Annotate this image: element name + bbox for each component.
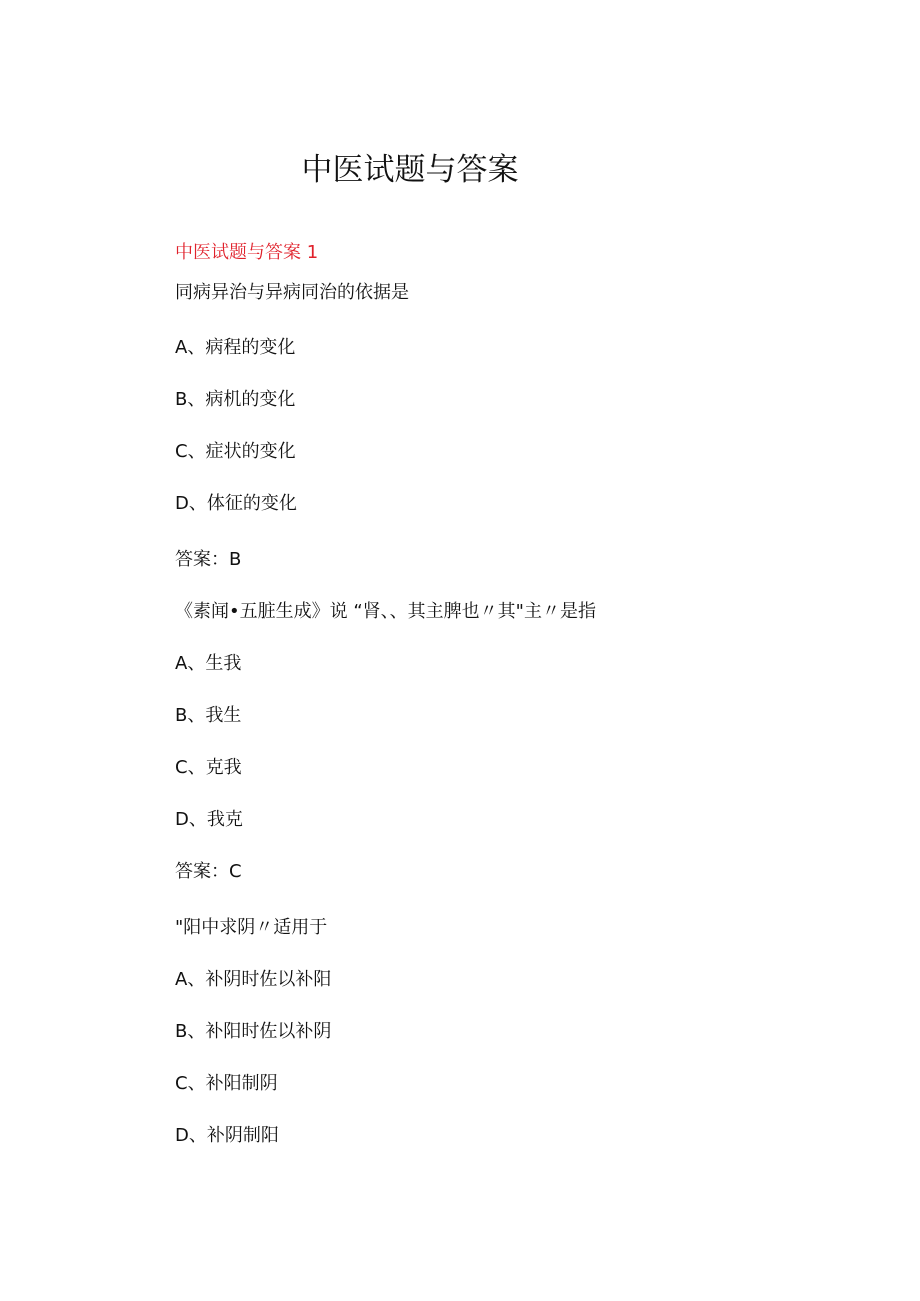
question-1-stem: 同病异治与异病同治的依据是: [175, 282, 409, 303]
question-1-answer: 答案：B: [175, 549, 242, 570]
question-3-option-a: A、补阴时佐以补阳: [175, 969, 332, 990]
question-2-option-b: B、我生: [175, 705, 242, 726]
question-3-option-c: C、补阳制阴: [175, 1073, 278, 1094]
question-3-stem: "阳中求阴〃适用于: [175, 917, 328, 938]
section-heading: 中医试题与答案 1: [175, 242, 319, 263]
question-1-option-a: A、病程的变化: [175, 337, 296, 358]
question-2-answer: 答案：C: [175, 861, 242, 882]
question-2-option-c: C、克我: [175, 757, 242, 778]
page-title: 中医试题与答案: [301, 152, 519, 188]
question-1-option-b: B、病机的变化: [175, 389, 296, 410]
question-2-stem: 《素闻•五脏生成》说 “肾、、其主脾也〃其"主〃是指: [175, 601, 596, 622]
question-3-option-d: D、补阴制阳: [175, 1125, 279, 1146]
question-2-option-d: D、我克: [175, 809, 243, 830]
question-1-option-c: C、症状的变化: [175, 441, 296, 462]
question-2-option-a: A、生我: [175, 653, 242, 674]
question-3-option-b: B、补阳时佐以补阴: [175, 1021, 332, 1042]
question-1-option-d: D、体征的变化: [175, 493, 297, 514]
